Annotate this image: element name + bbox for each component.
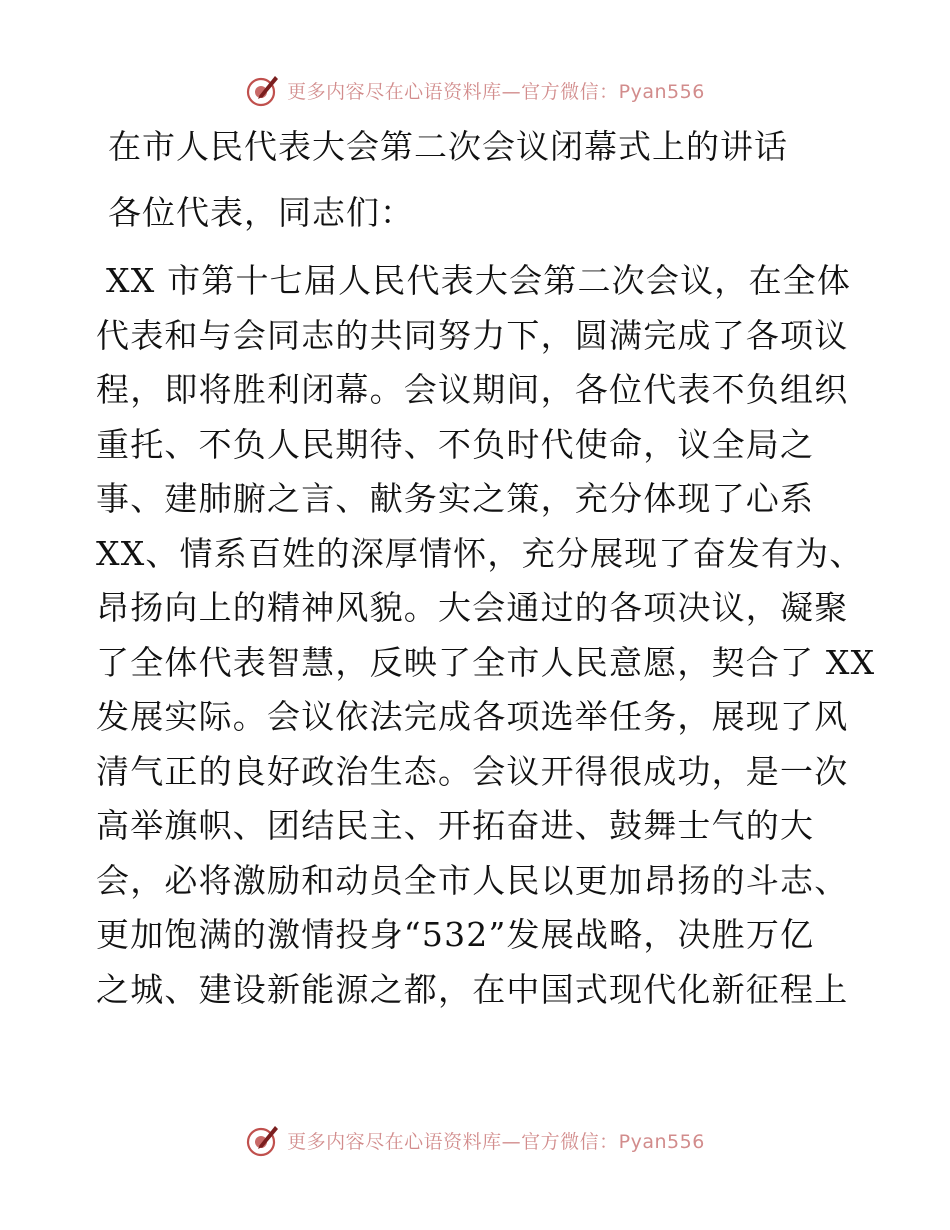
banner-text: 更多内容尽在心语资料库—官方微信：Pyan556	[287, 1130, 705, 1153]
paragraph-line: 程，即将胜利闭幕。会议期间，各位代表不负组织	[96, 370, 849, 409]
greeting: 各位代表，同志们：	[108, 193, 414, 232]
paragraph-line: 昂扬向上的精神风貌。大会通过的各项决议，凝聚	[96, 588, 849, 627]
paragraph-line: 代表和与会同志的共同努力下，圆满完成了各项议	[96, 315, 849, 355]
body-paragraph	[96, 254, 876, 1017]
feather-pen-logo-icon	[245, 72, 281, 108]
footer-watermark-banner	[0, 1120, 950, 1160]
document-title: 在市人民代表大会第二次会议闭幕式上的讲话	[108, 127, 788, 166]
paragraph-line: 事、建肺腑之言、献务实之策，充分体现了心系	[96, 479, 815, 518]
paragraph-line: 之城、建设新能源之都，在中国式现代化新征程上	[96, 969, 849, 1009]
paragraph-line: 会，必将激励和动员全市人民以更加昂扬的斗志、	[96, 860, 849, 900]
paragraph-line: XX 市第十七届人民代表大会第二次会议，在全体	[106, 261, 852, 300]
paragraph-line: 发展实际。会议依法完成各项选举任务，展现了风	[96, 697, 849, 736]
header-watermark-banner	[0, 70, 950, 110]
paragraph-line: 了全体代表智慧，反映了全市人民意愿，契合了 XX	[96, 642, 876, 682]
paragraph-line: 重托、不负人民期待、不负时代使命，议全局之	[96, 424, 815, 464]
paragraph-line: XX、情系百姓的深厚情怀，充分展现了奋发有为、	[96, 533, 864, 573]
paragraph-line: 更加饱满的激情投身“532”发展战略，决胜万亿	[96, 915, 815, 954]
paragraph-line: 高举旗帜、团结民主、开拓奋进、鼓舞士气的大	[96, 806, 815, 845]
document-body	[96, 118, 876, 1017]
paragraph-line: 清气正的良好政治生态。会议开得很成功，是一次	[96, 751, 849, 791]
banner-text: 更多内容尽在心语资料库—官方微信：Pyan556	[287, 80, 705, 103]
feather-pen-logo-icon	[245, 1122, 281, 1158]
